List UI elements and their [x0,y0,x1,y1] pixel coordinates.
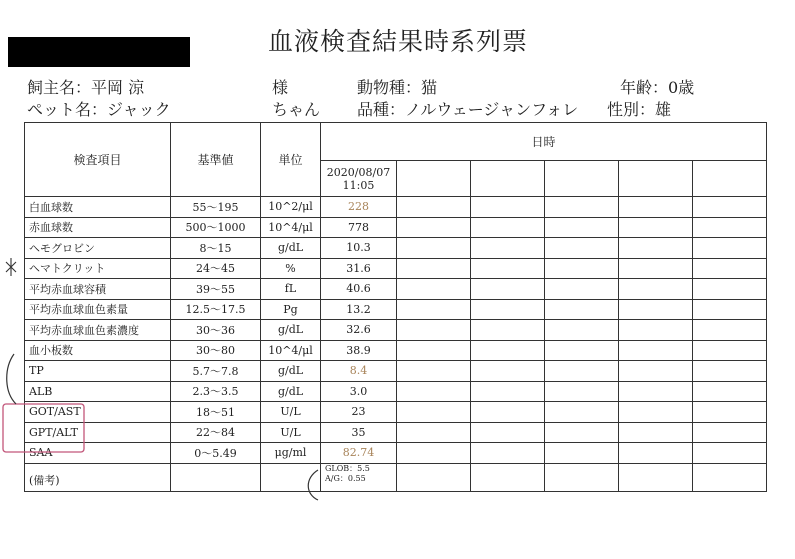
test-name: SAA [25,443,171,464]
unit: g/dL [261,381,321,402]
header-unit: 単位 [261,123,321,197]
unit: 10^2/μl [261,197,321,218]
reference-range: 8～15 [171,238,261,259]
reference-range: 55～195 [171,197,261,218]
unit: μg/ml [261,443,321,464]
test-name: 平均赤血球血色素濃度 [25,320,171,341]
reference-range: 30～80 [171,340,261,361]
unit: U/L [261,402,321,423]
result-value: 13.2 [321,299,397,320]
reference-range: 24～45 [171,258,261,279]
reference-range: 30～36 [171,320,261,341]
test-name: 平均赤血球血色素量 [25,299,171,320]
sex: 性別：雄 [607,100,672,119]
result-value: 3.0 [321,381,397,402]
star-mark-icon [6,258,16,276]
result-value: 8.4 [321,361,397,382]
red-highlight-box [3,404,84,452]
test-name: ヘマトクリット [25,258,171,279]
result-value: 228 [321,197,397,218]
unit: g/dL [261,320,321,341]
reference-range: 2.3～3.5 [171,381,261,402]
page-title: 血液検査結果時系列票 [268,27,529,56]
test-name: 白血球数 [25,197,171,218]
unit: Pg [261,299,321,320]
glob-note: GLOB：5.5 [325,463,370,473]
reference-range: 18～51 [171,402,261,423]
test-name: TP [25,361,171,382]
test-name: ヘモグロビン [25,238,171,259]
header-reference: 基準値 [171,123,261,197]
pet-suffix: ちゃん [272,100,321,119]
reference-range: 500～1000 [171,217,261,238]
test-name: GPT/ALT [25,422,171,443]
breed: 品種：ノルウェージャンフォレ [357,100,579,119]
remarks-label: (備考) [25,463,171,492]
result-value: 32.6 [321,320,397,341]
unit: 10^4/μl [261,217,321,238]
pen-bracket-note [308,470,318,500]
test-name: 赤血球数 [25,217,171,238]
owner-suffix: 様 [272,78,289,97]
result-value: 82.74 [321,443,397,464]
age: 年齢：0歳 [620,78,695,97]
result-value: 23 [321,402,397,423]
reference-range: 12.5～17.5 [171,299,261,320]
date-day: 2020/08/07 [326,165,391,179]
pen-bracket [7,354,16,404]
result-value: 38.9 [321,340,397,361]
unit: g/dL [261,238,321,259]
result-value: 778 [321,217,397,238]
pet-name: ペット名：ジャック [27,100,171,119]
reference-range: 39～55 [171,279,261,300]
header-datetime: 日時 [321,123,767,161]
species: 動物種：猫 [357,78,438,97]
result-value: 10.3 [321,238,397,259]
unit: fL [261,279,321,300]
test-name: ALB [25,381,171,402]
unit: % [261,258,321,279]
test-name: GOT/AST [25,402,171,423]
owner-name: 飼主名：平岡 涼 [27,78,145,97]
unit: 10^4/μl [261,340,321,361]
result-value: 31.6 [321,258,397,279]
date-time: 11:05 [342,178,375,192]
reference-range: 5.7～7.8 [171,361,261,382]
test-name: 平均赤血球容積 [25,279,171,300]
ag-note: A/G：0.55 [325,473,366,483]
result-value: 40.6 [321,279,397,300]
reference-range: 0～5.49 [171,443,261,464]
reference-range: 22～84 [171,422,261,443]
unit: g/dL [261,361,321,382]
unit: U/L [261,422,321,443]
header-item: 検査項目 [25,123,171,197]
result-value: 35 [321,422,397,443]
test-name: 血小板数 [25,340,171,361]
